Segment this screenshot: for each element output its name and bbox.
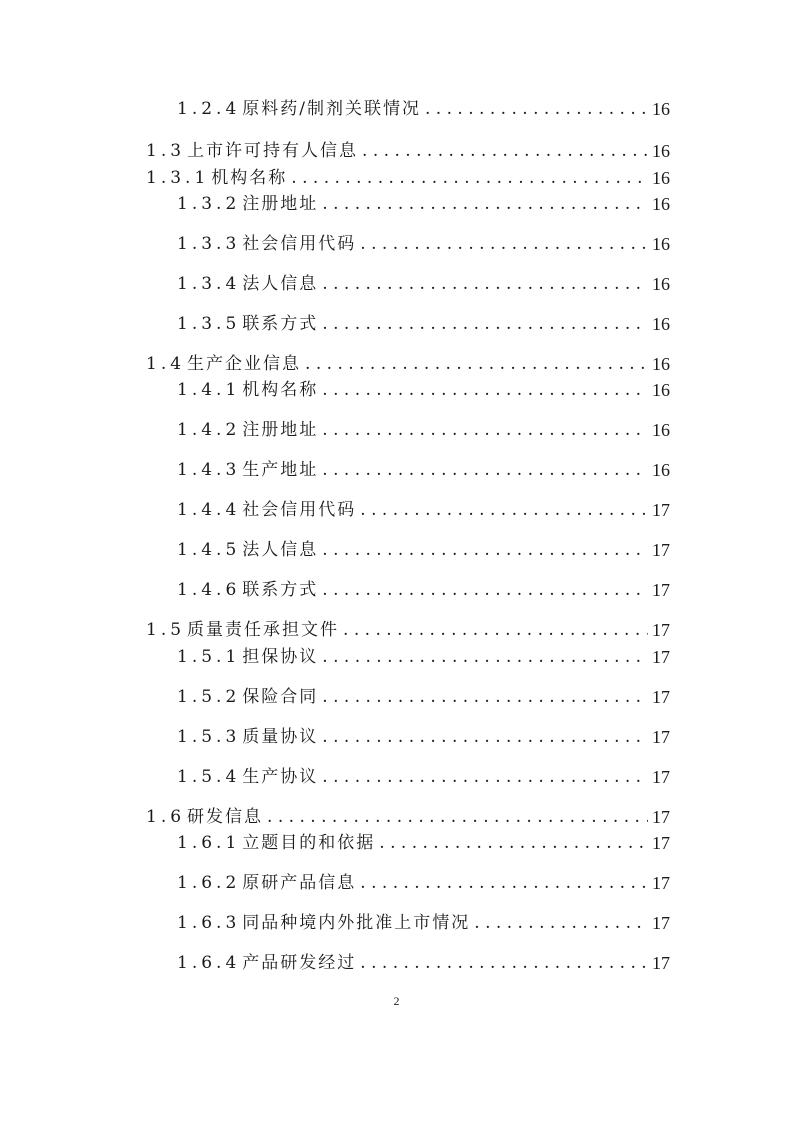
toc-entry-number: 1.3.2 [177, 194, 241, 214]
toc-entry-number: 1.4.2 [177, 420, 241, 440]
toc-dot-leader [291, 167, 648, 189]
toc-entry-number: 1.6.4 [177, 953, 241, 973]
toc-dot-leader [322, 273, 648, 295]
toc-dot-leader [322, 539, 648, 561]
toc-entry-number: 1.6 [146, 807, 186, 827]
toc-dot-leader [322, 766, 648, 788]
toc-entry-page: 16 [652, 314, 670, 334]
toc-entry[interactable] [146, 351, 670, 375]
toc-entry-number: 1.5.4 [177, 767, 241, 787]
toc-entry-title: 注册地址 [242, 420, 319, 440]
toc-entry[interactable] [177, 96, 670, 120]
toc-dot-leader [425, 98, 648, 120]
toc-dot-leader [322, 726, 648, 748]
toc-entry-number: 1.3.4 [177, 274, 241, 294]
toc-entry-title: 机构名称 [242, 380, 319, 400]
toc-entry[interactable] [177, 910, 670, 934]
toc-entry-page: 17 [652, 727, 670, 747]
toc-entry[interactable] [177, 764, 670, 788]
toc-entry-number: 1.5.3 [177, 727, 241, 747]
toc-entry-title: 上市许可持有人信息 [187, 141, 359, 161]
toc-entry-page: 16 [652, 380, 670, 400]
toc-entry-title: 原料药/制剂关联情况 [242, 99, 421, 119]
toc-entry-page: 16 [652, 141, 670, 161]
toc-entry-page: 17 [652, 953, 670, 973]
toc-dot-leader [322, 193, 648, 215]
toc-entry-page: 17 [652, 500, 670, 520]
toc-entry-page: 17 [652, 540, 670, 560]
toc-entry-page: 17 [652, 833, 670, 853]
toc-entry-page: 16 [652, 354, 670, 374]
toc-entry-page: 16 [652, 168, 670, 188]
toc-dot-leader [362, 140, 648, 162]
toc-entry-title: 联系方式 [242, 314, 319, 334]
toc-dot-leader [360, 233, 648, 255]
toc-entry[interactable] [177, 724, 670, 748]
toc-entry[interactable] [177, 537, 670, 561]
toc-entry[interactable] [177, 950, 670, 974]
toc-dot-leader [379, 832, 648, 854]
toc-entry[interactable] [177, 497, 670, 521]
toc-entry-number: 1.6.3 [177, 913, 241, 933]
toc-entry-number: 1.3.3 [177, 234, 241, 254]
toc-entry-page: 17 [652, 807, 670, 827]
toc-entry-title: 产品研发经过 [242, 953, 357, 973]
toc-entry-number: 1.5 [146, 620, 186, 640]
toc-entry-page: 17 [652, 620, 670, 640]
toc-entry-page: 17 [652, 767, 670, 787]
page-number: 2 [393, 994, 400, 1008]
toc-entry-page: 17 [652, 687, 670, 707]
toc-entry-page: 16 [652, 234, 670, 254]
toc-entry-number: 1.4.5 [177, 540, 241, 560]
toc-entry-number: 1.3.1 [146, 168, 210, 188]
toc-entry[interactable] [177, 231, 670, 255]
toc-entry-title: 原研产品信息 [242, 873, 357, 893]
toc-entry-title: 质量协议 [242, 727, 319, 747]
toc-entry-title: 质量责任承担文件 [187, 620, 340, 640]
toc-entry[interactable] [177, 191, 670, 215]
toc-entry[interactable] [177, 271, 670, 295]
toc-dot-leader [343, 619, 648, 641]
toc-dot-leader [322, 686, 648, 708]
toc-entry[interactable] [177, 311, 670, 335]
toc-entry-number: 1.5.1 [177, 647, 241, 667]
toc-entry-number: 1.6.2 [177, 873, 241, 893]
toc-entry-title: 机构名称 [211, 168, 288, 188]
toc-dot-leader [474, 912, 648, 934]
toc-entry-page: 17 [652, 913, 670, 933]
toc-entry-title: 联系方式 [242, 580, 319, 600]
toc-entry-number: 1.4.6 [177, 580, 241, 600]
toc-entry-number: 1.5.2 [177, 687, 241, 707]
toc-entry-number: 1.4.4 [177, 500, 241, 520]
toc-entry-number: 1.4 [146, 354, 186, 374]
toc-entry-title: 法人信息 [242, 274, 319, 294]
toc-dot-leader [322, 459, 648, 481]
toc-entry-title: 担保协议 [242, 647, 319, 667]
toc-dot-leader [322, 379, 648, 401]
toc-entry-title: 生产地址 [242, 460, 319, 480]
toc-entry-title: 社会信用代码 [242, 234, 357, 254]
toc-dot-leader [360, 952, 648, 974]
toc-entry-title: 社会信用代码 [242, 500, 357, 520]
toc-entry-title: 同品种境内外批准上市情况 [242, 913, 471, 933]
toc-dot-leader [322, 579, 648, 601]
toc-entry-title: 生产协议 [242, 767, 319, 787]
toc-entry[interactable] [146, 138, 670, 162]
toc-dot-leader [322, 646, 648, 668]
toc-entry-number: 1.4.3 [177, 460, 241, 480]
toc-entry-page: 16 [652, 274, 670, 294]
toc-dot-leader [305, 353, 648, 375]
toc-entry-page: 16 [652, 99, 670, 119]
toc-entry[interactable] [177, 377, 670, 401]
toc-entry-number: 1.3.5 [177, 314, 241, 334]
toc-entry-page: 16 [652, 460, 670, 480]
toc-entry[interactable] [146, 804, 670, 828]
toc-entry-page: 17 [652, 580, 670, 600]
toc-entry-number: 1.4.1 [177, 380, 241, 400]
toc-entry-page: 17 [652, 647, 670, 667]
toc-entry[interactable] [177, 830, 670, 854]
toc-entry-number: 1.6.1 [177, 833, 241, 853]
toc-entry-page: 16 [652, 420, 670, 440]
toc-entry-page: 17 [652, 873, 670, 893]
toc-dot-leader [322, 313, 648, 335]
toc-entry[interactable] [177, 417, 670, 441]
toc-entry[interactable] [177, 577, 670, 601]
toc-entry-title: 保险合同 [242, 687, 319, 707]
toc-entry-title: 生产企业信息 [187, 354, 302, 374]
toc-entry[interactable] [177, 870, 670, 894]
toc-dot-leader [267, 806, 648, 828]
toc-dot-leader [322, 419, 648, 441]
toc-dot-leader [360, 499, 648, 521]
toc-entry-page: 16 [652, 194, 670, 214]
toc-entry-title: 注册地址 [242, 194, 319, 214]
toc-entry-title: 法人信息 [242, 540, 319, 560]
toc-entry-title: 研发信息 [187, 807, 264, 827]
toc-entry[interactable] [177, 457, 670, 481]
toc-entry[interactable] [177, 684, 670, 708]
toc-entry-title: 立题目的和依据 [242, 833, 376, 853]
toc-entry[interactable] [146, 617, 670, 641]
toc-entry[interactable] [146, 165, 670, 189]
toc-entry-number: 1.2.4 [177, 99, 241, 119]
toc-entry[interactable] [177, 644, 670, 668]
toc-dot-leader [360, 872, 648, 894]
toc-entry-number: 1.3 [146, 141, 186, 161]
